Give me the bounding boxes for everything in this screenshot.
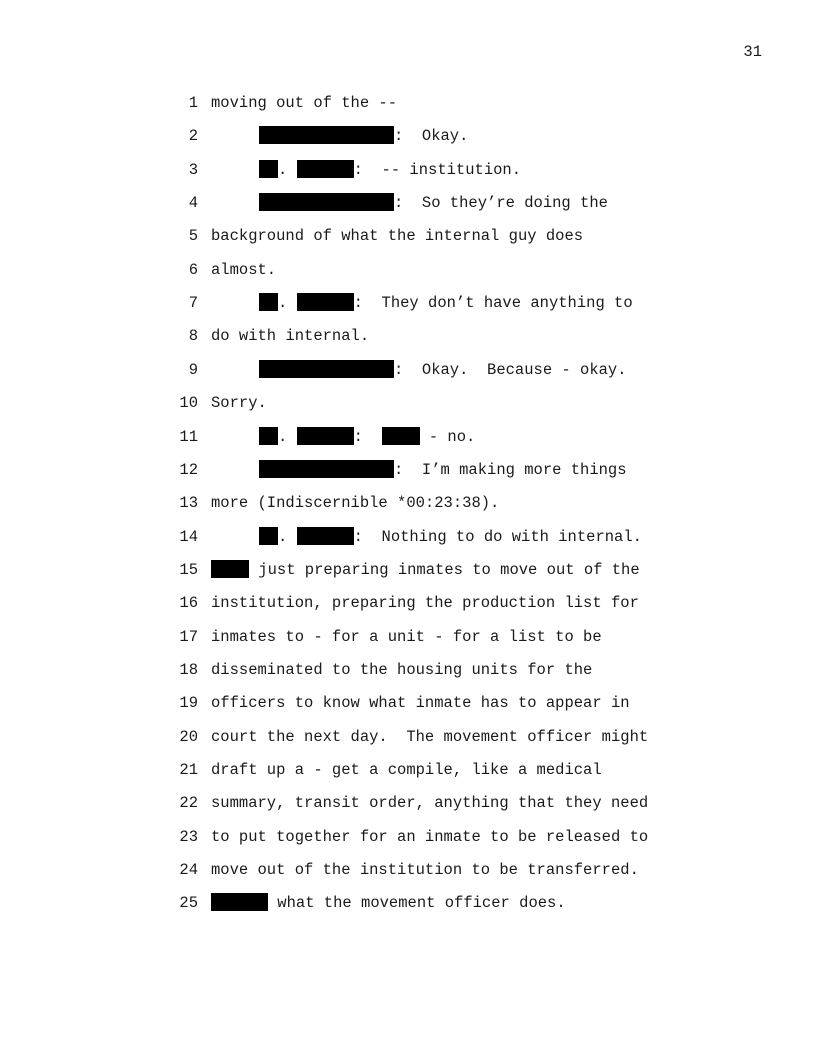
redaction-block	[259, 193, 394, 211]
transcript-line	[0, 860, 816, 880]
line-number: 21	[179, 761, 198, 779]
line-text-segment: : They don’t have anything to	[353, 294, 633, 313]
transcript-line	[0, 493, 816, 513]
line-text-segment: .	[278, 160, 297, 179]
line-text-segment: moving out of the --	[211, 94, 398, 112]
line-text-segment: court the next day. The movement officer might	[211, 727, 649, 746]
redaction-block	[259, 460, 394, 478]
transcript-line	[0, 660, 816, 680]
transcript-line	[0, 693, 816, 713]
transcript-line	[0, 427, 816, 447]
transcript-line	[0, 293, 816, 313]
line-number: 24	[179, 861, 198, 880]
line-text	[259, 360, 627, 380]
transcript-line	[0, 460, 816, 480]
line-number: 20	[179, 727, 198, 746]
line-number: 25	[179, 894, 198, 913]
transcript-line	[0, 360, 816, 380]
line-number: 1	[188, 94, 198, 112]
line-number: 11	[179, 427, 198, 446]
line-number: 17	[179, 627, 198, 646]
line-number: 8	[188, 327, 198, 346]
transcript-line	[0, 827, 816, 847]
line-number: 3	[188, 160, 198, 179]
line-text-segment: draft up a - get a compile, like a medical	[211, 761, 602, 779]
transcript-line	[0, 760, 816, 780]
line-text-segment: : I’m making more things	[394, 460, 627, 479]
redaction-block	[297, 160, 354, 178]
line-text	[259, 193, 608, 213]
line-text	[211, 793, 648, 813]
line-text-segment: : Okay.	[394, 127, 469, 146]
transcript-line	[0, 126, 816, 146]
redaction-block	[259, 527, 278, 545]
transcript-line	[0, 560, 816, 580]
line-text-segment: :	[353, 427, 382, 446]
line-text	[211, 593, 639, 613]
redaction-block	[259, 126, 394, 144]
redaction-block	[297, 293, 354, 311]
line-text	[259, 160, 521, 180]
transcript-line	[0, 593, 816, 613]
line-text-segment: disseminated to the housing units for the	[211, 660, 593, 679]
line-text-segment: more (Indiscernible *00:23:38).	[211, 494, 500, 513]
line-text-segment: officers to know what inmate has to appear in	[211, 694, 630, 713]
transcript-line	[0, 260, 816, 280]
line-number: 9	[188, 360, 198, 379]
line-number: 4	[188, 194, 198, 213]
line-text	[211, 326, 369, 346]
line-text-segment: background of what the internal guy does	[211, 227, 584, 246]
redaction-block	[211, 893, 268, 911]
line-text	[211, 893, 566, 913]
line-text-segment: .	[278, 294, 297, 313]
line-text	[259, 527, 642, 547]
line-text-segment: : Okay. Because - okay.	[394, 360, 627, 379]
transcript-line	[0, 160, 816, 180]
redaction-block	[259, 427, 278, 445]
line-number: 13	[179, 494, 198, 513]
line-number: 16	[179, 594, 198, 613]
transcript-line	[0, 893, 816, 913]
line-number: 19	[179, 694, 198, 713]
line-number: 5	[188, 227, 198, 246]
line-text-segment: to put together for an inmate to be released to	[211, 827, 649, 846]
line-number: 14	[179, 527, 198, 546]
line-text-segment: just preparing inmates to move out of the	[249, 560, 640, 579]
line-number: 23	[179, 827, 198, 846]
line-text-segment: .	[278, 427, 297, 446]
line-text-segment: : So they’re doing the	[394, 194, 608, 213]
line-number: 22	[179, 794, 198, 813]
line-text-segment: move out of the institution to be transferred.	[211, 861, 639, 880]
transcript-line	[0, 627, 816, 647]
line-text	[211, 560, 640, 580]
line-text-segment: : -- institution.	[353, 160, 522, 179]
line-number: 10	[179, 394, 198, 413]
transcript-line	[0, 393, 816, 413]
redaction-block	[297, 427, 354, 445]
transcript-line	[0, 793, 816, 813]
line-text	[211, 93, 397, 113]
line-number: 18	[179, 660, 198, 679]
line-text-segment: .	[278, 527, 297, 546]
line-text	[211, 827, 648, 847]
line-text-segment: - no.	[419, 427, 476, 446]
line-text	[211, 760, 602, 780]
redaction-block	[259, 160, 278, 178]
transcript-line	[0, 527, 816, 547]
line-number: 6	[188, 260, 198, 279]
transcript-line	[0, 326, 816, 346]
line-text	[211, 260, 276, 280]
page-number: 31	[743, 43, 762, 61]
line-text	[211, 627, 602, 647]
line-number: 7	[188, 294, 198, 313]
line-text	[211, 693, 630, 713]
line-text	[259, 427, 475, 447]
line-number: 12	[179, 460, 198, 479]
line-text	[259, 126, 468, 146]
redaction-block	[211, 560, 249, 578]
line-text	[211, 226, 583, 246]
line-text	[211, 860, 639, 880]
line-number: 2	[188, 127, 198, 146]
line-text-segment: Sorry.	[211, 394, 267, 413]
line-text	[211, 393, 267, 413]
redaction-block	[297, 527, 354, 545]
redaction-block	[259, 360, 394, 378]
transcript-line	[0, 226, 816, 246]
redaction-block	[382, 427, 420, 445]
line-text	[259, 460, 627, 480]
transcript-line	[0, 193, 816, 213]
line-text-segment: do with internal.	[211, 327, 370, 346]
line-text	[259, 293, 633, 313]
line-text-segment: what the movement officer does.	[268, 894, 566, 913]
line-text	[211, 660, 592, 680]
line-text	[211, 727, 648, 747]
line-text	[211, 493, 499, 513]
line-text-segment: inmates to - for a unit - for a list to be	[211, 627, 602, 646]
line-text-segment: almost.	[211, 260, 277, 279]
transcript-line	[0, 727, 816, 747]
transcript-line	[0, 93, 816, 113]
line-text-segment: : Nothing to do with internal.	[353, 527, 642, 546]
line-text-segment: summary, transit order, anything that they need	[211, 794, 649, 813]
line-number: 15	[179, 560, 198, 579]
line-text-segment: institution, preparing the production list for	[211, 594, 639, 613]
redaction-block	[259, 293, 278, 311]
